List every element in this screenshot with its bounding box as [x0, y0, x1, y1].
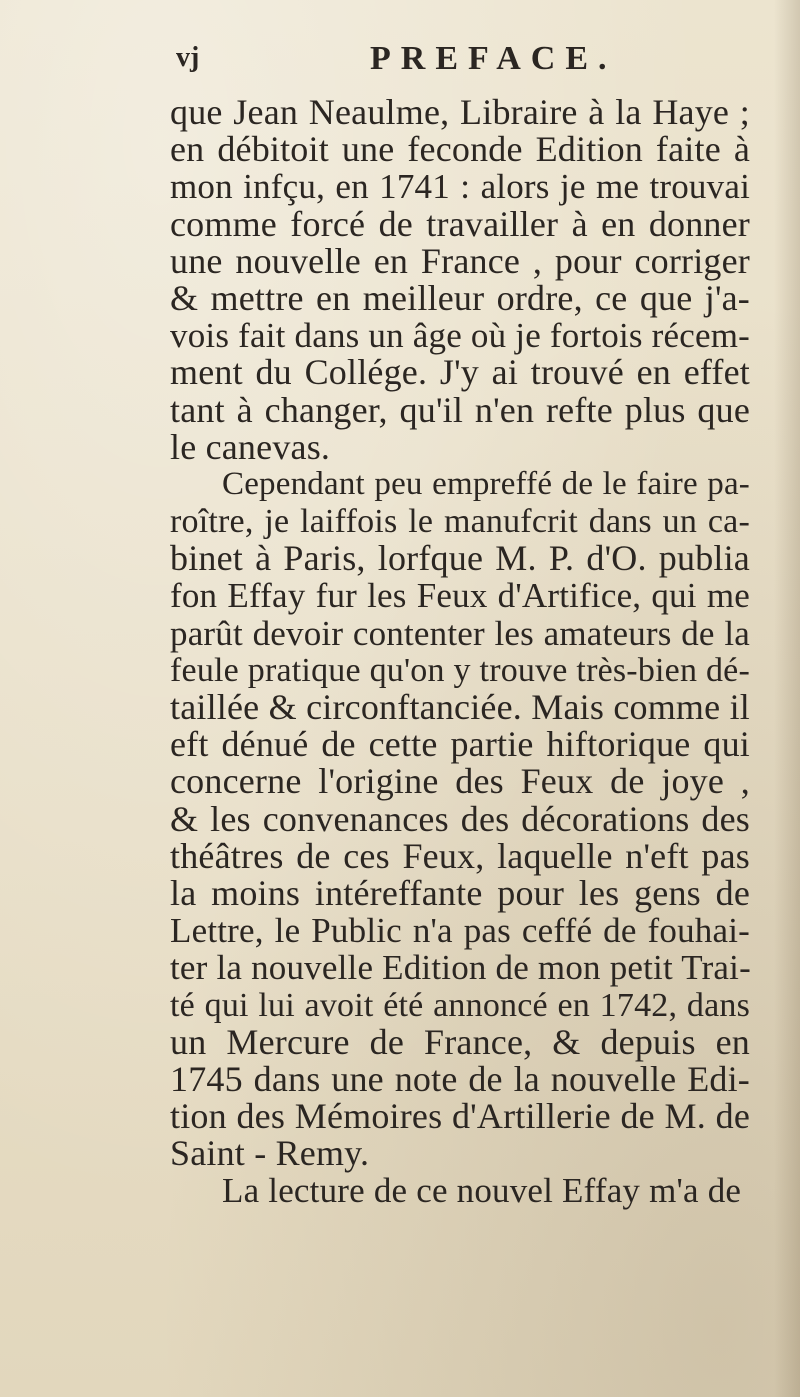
text-line: La lecture de ce nouvel Effay m'a de [222, 1171, 742, 1211]
text-line: théâtres de ces Feux, laquelle n'eft pas [170, 835, 750, 876]
page-header [170, 40, 740, 84]
text-line: en débitoit une feconde Edition faite à [170, 129, 750, 170]
text-line: vois fait dans un âge où je fortois récem- [170, 316, 750, 356]
text-line: parût devoir contenter les amateurs de la [170, 613, 750, 653]
text-line: mon infçu, en 1741 : alors je me trouvai [170, 167, 750, 207]
text-line: comme forcé de travailler à en donner [170, 203, 750, 244]
text-line: & les convenances des décorations des [170, 798, 750, 839]
text-line: binet à Paris, lorfque M. P. d'O. publia [170, 538, 750, 579]
text-line: roître, je laiffois le manufcrit dans un ca- [170, 503, 750, 541]
text-line: la moins intéreffante pour les gens de [170, 872, 750, 913]
text-line: eft dénué de cette partie hiftorique qui [170, 724, 750, 765]
text-line: fon Effay fur les Feux d'Artifice, qui me [170, 576, 750, 616]
text-line: feule pratique qu'on y trouve très-bien dé- [170, 651, 750, 689]
text-line: taillée & circonftanciée. Mais comme il [170, 687, 750, 727]
text-line: 1745 dans une note de la nouvelle Edi- [170, 1058, 750, 1099]
text-line: Lettre, le Public n'a pas ceffé de fouhai- [170, 911, 750, 951]
text-line: té qui lui avoit été annoncé en 1742, dans [170, 986, 750, 1024]
running-title: PREFACE. [370, 40, 617, 77]
text-line: tion des Mémoires d'Artillerie de M. de [170, 1096, 750, 1137]
text-line: tant à changer, qu'il n'en refte plus que [170, 389, 750, 430]
page-number: vj [176, 42, 200, 73]
text-line: Cependant peu empreffé de le faire pa- [222, 465, 750, 502]
text-line: le canevas. [170, 426, 331, 467]
page-edge-shadow [774, 0, 800, 1397]
body-text [170, 94, 750, 1210]
text-line: & mettre en meilleur ordre, ce que j'a- [170, 277, 750, 318]
text-line: que Jean Neaulme, Libraire à la Haye ; [170, 92, 750, 132]
text-line: une nouvelle en France , pour corriger [170, 240, 750, 281]
text-line: concerne l'origine des Feux de joye , [170, 761, 750, 802]
text-line: ter la nouvelle Edition de mon petit Trai- [170, 948, 751, 988]
text-line: Saint - Remy. [170, 1133, 370, 1174]
text-line: un Mercure de France, & depuis en [170, 1021, 750, 1062]
text-line: ment du Collége. J'y ai trouvé en effet [170, 352, 750, 393]
